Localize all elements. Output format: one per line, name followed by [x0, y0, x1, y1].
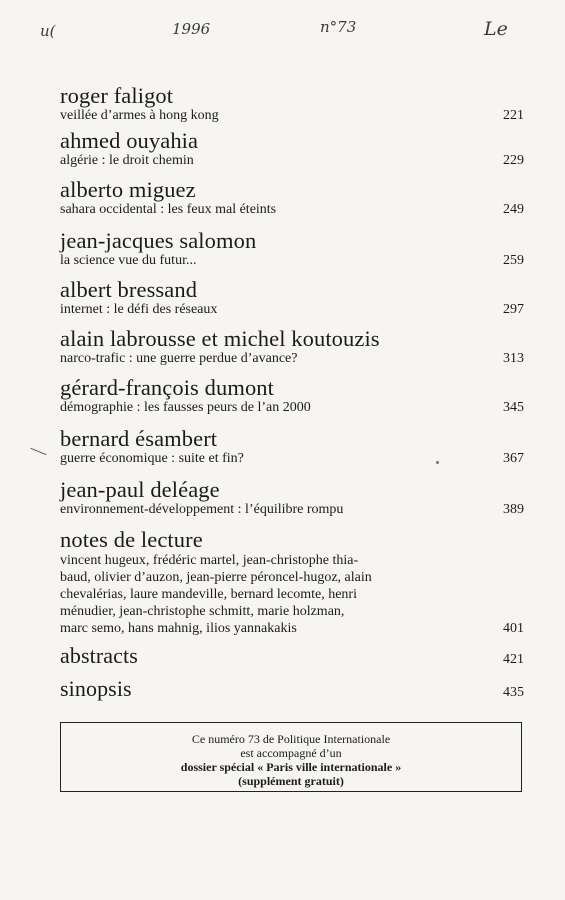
- handwritten-issue: n°73: [320, 18, 357, 36]
- entry-page: 221: [503, 108, 524, 123]
- entry-page: 345: [503, 400, 524, 415]
- entry-author: roger faligot: [60, 83, 174, 108]
- entry-author: jean-jacques salomon: [60, 228, 257, 253]
- entry-author: alberto miguez: [60, 177, 196, 202]
- entry-author: ahmed ouyahia: [60, 128, 199, 153]
- entry-title: veillée d’armes à hong kong: [60, 108, 219, 123]
- entry-page: 249: [503, 202, 524, 217]
- toc-entry: [60, 229, 524, 269]
- toc-entry: [60, 84, 524, 124]
- entry-title: internet : le défi des réseaux: [60, 302, 218, 317]
- notice-line: dossier spécial « Paris ville internationale »: [180, 760, 402, 774]
- entry-author: albert bressand: [60, 277, 198, 302]
- toc-entry: [60, 327, 524, 367]
- entry-title: guerre économique : suite et fin?: [60, 451, 244, 466]
- entry-title: démographie : les fausses peurs de l’an 2000: [60, 400, 311, 415]
- notes-line: marc semo, hans mahnig, ilios yannakakis: [60, 621, 297, 636]
- entry-author: bernard ésambert: [60, 426, 218, 451]
- toc-entry: [60, 478, 524, 518]
- sinopsis-entry: [60, 677, 524, 701]
- entry-author: gérard-françois dumont: [60, 375, 274, 400]
- abstracts-entry: [60, 644, 524, 668]
- entry-page: 259: [503, 253, 524, 268]
- entry-author: jean-paul deléage: [60, 477, 220, 502]
- entry-page: 297: [503, 302, 524, 317]
- entry-title: environnement-développement : l’équilibre rompu: [60, 502, 344, 517]
- sinopsis-label: sinopsis: [60, 676, 132, 701]
- handwritten-year: 1996: [172, 20, 211, 38]
- pencil-tick-mark: [30, 448, 46, 455]
- handwritten-mark: Le: [484, 18, 508, 40]
- notes-line: chevalérias, laure mandeville, bernard lecomte, henri: [60, 587, 357, 602]
- entry-author: alain labrousse et michel koutouzis: [60, 326, 380, 351]
- notes-line: baud, olivier d’auzon, jean-pierre péroncel-hugoz, alain: [60, 570, 372, 585]
- entry-page: 389: [503, 502, 524, 517]
- notes-line: ménudier, jean-christophe schmitt, marie holzman,: [60, 604, 345, 619]
- toc-entry: [60, 178, 524, 218]
- entry-title: la science vue du futur...: [60, 253, 197, 268]
- handwritten-note: u(: [40, 22, 56, 40]
- supplement-notice-box: [60, 722, 522, 792]
- toc-entry: [60, 129, 524, 169]
- entry-page: 421: [503, 652, 524, 667]
- toc-entry: [60, 278, 524, 318]
- entry-page: 401: [503, 621, 524, 636]
- entry-title: sahara occidental : les feux mal éteints: [60, 202, 277, 217]
- notes-authors: [60, 552, 524, 637]
- abstracts-label: abstracts: [60, 643, 138, 668]
- notice-line: (supplément gratuit): [238, 774, 344, 788]
- entry-page: 435: [503, 685, 524, 700]
- notice-line: Ce numéro 73 de Politique Internationale: [191, 732, 391, 746]
- toc-entry: [60, 427, 524, 467]
- entry-title: narco-trafic : une guerre perdue d’avance?: [60, 351, 298, 366]
- notes-line: vincent hugeux, frédéric martel, jean-christophe thia-: [60, 553, 359, 568]
- toc-entry: [60, 376, 524, 416]
- notes-section: [60, 528, 524, 637]
- notice-line: est accompagné d’un: [240, 746, 342, 760]
- entry-page: 367: [503, 451, 524, 466]
- entry-page: 229: [503, 153, 524, 168]
- entry-title: algérie : le droit chemin: [60, 153, 194, 168]
- notes-heading: notes de lecture: [60, 527, 203, 552]
- entry-page: 313: [503, 351, 524, 366]
